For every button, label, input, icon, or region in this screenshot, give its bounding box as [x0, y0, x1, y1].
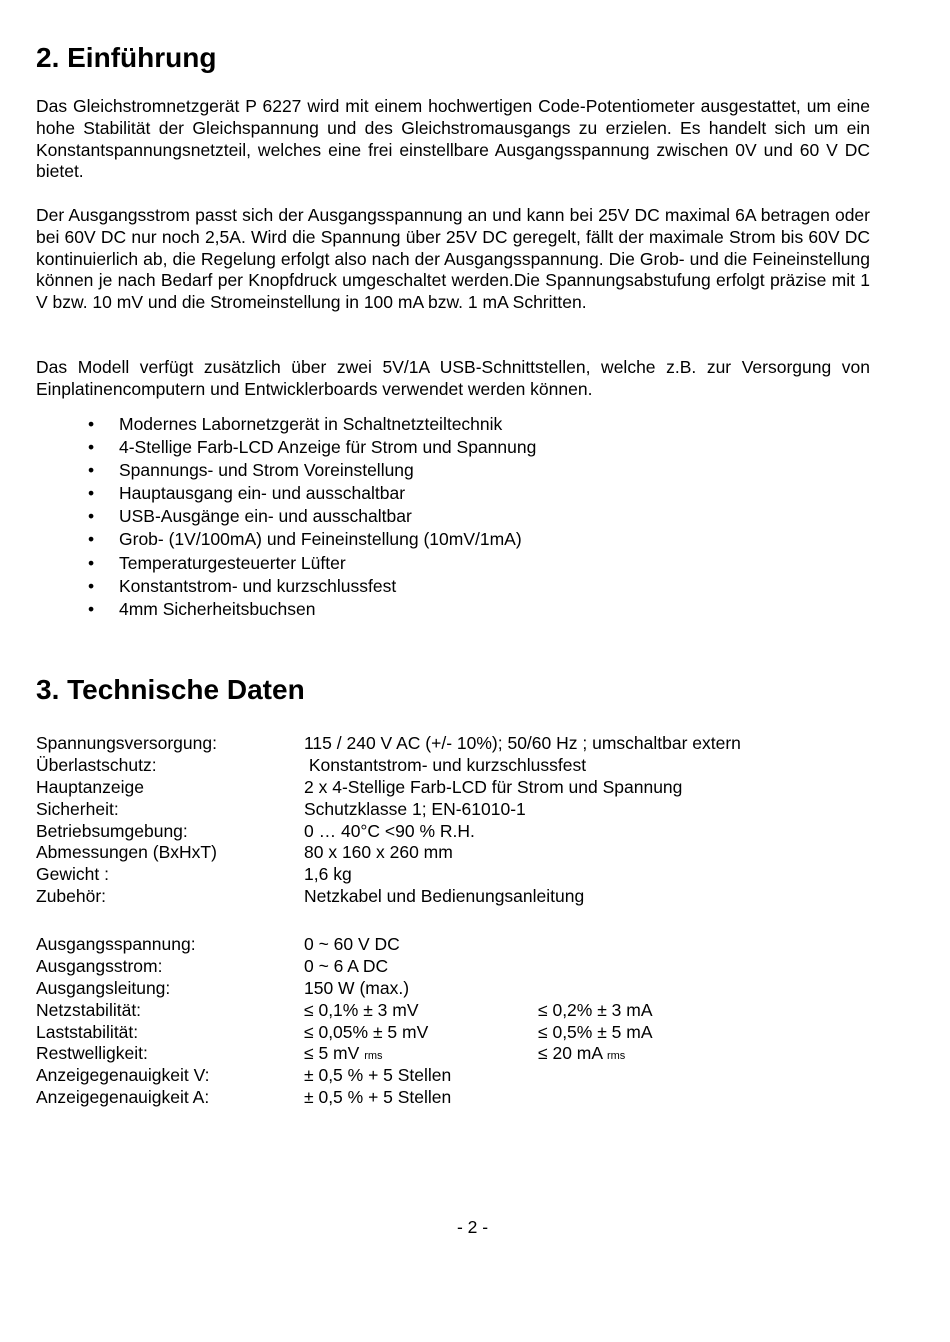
- spec-label: Spannungsversorgung:: [36, 733, 217, 753]
- section-heading-introduction: 2. Einführung: [36, 42, 217, 73]
- spec-value-text: ≤ 5 mV: [304, 1043, 360, 1064]
- bullet-icon: •: [88, 506, 95, 527]
- spec-label: Abmessungen (BxHxT): [36, 842, 217, 863]
- bullet-icon: •: [88, 483, 95, 504]
- spec-value: 0 … 40°C <90 % R.H.: [304, 820, 475, 841]
- feature-text: USB-Ausgänge ein- und ausschaltbar: [119, 506, 412, 527]
- feature-text: Hauptausgang ein- und ausschaltbar: [119, 483, 406, 504]
- spec-value: [304, 934, 400, 956]
- spec-label: Ausgangsspannung:: [36, 934, 196, 954]
- spec-value: 115 / 240 V AC (+/- 10%); 50/60 Hz ; umschaltbar extern: [304, 733, 741, 753]
- intro-paragraph-1: Das Gleichstromnetzgerät P 6227 wird mit einem hochwertigen Code-Potentiometer ausgestattet, um eine hohe Stabilität der Gleichspannung und des Gleichstromausgangs zu erzielen. Es handelt sich um ein Konstantspannungsnetzteil, welches eine frei einstellbare Ausgangsspannung zwischen 0V und 60 V DC bietet.: [36, 96, 870, 182]
- bullet-icon: •: [88, 460, 95, 481]
- spec-label: Anzeigegenauigkeit V:: [36, 1065, 210, 1086]
- spec-value: Konstantstrom- und kurzschlussfest: [304, 754, 587, 775]
- spec-value: ± 0,5 % + 5 Stellen: [304, 1065, 452, 1086]
- spec-value-voltage: ≤ 0,05% ± 5 mV: [304, 1021, 429, 1042]
- spec-value-text: 150 W (max.): [304, 977, 410, 998]
- spec-value-text: 0 ~ 60 V DC: [304, 934, 400, 954]
- unit-subscript: rms: [364, 1050, 383, 1063]
- spec-value: 2 x 4-Stellige Farb-LCD für Strom und Spannung: [304, 776, 683, 797]
- page-number: - 2 -: [456, 1217, 489, 1237]
- intro-paragraph-3: Das Modell verfügt zusätzlich über zwei 5V/1A USB-Schnittstellen, welche z.B. zur Versorgung von Einplatinencomputern und Entwicklerboards verwendet werden können.: [36, 357, 870, 399]
- intro-paragraph-2: Der Ausgangsstrom passt sich der Ausgangsspannung an und kann bei 25V DC maximal 6A betragen oder bei 60V DC nur noch 2,5A. Wird die Spannung über 25V DC geregelt, fällt der maximale Strom bis 60V DC kontinuierlich ab, die Regelung erfolgt also nach der Ausgangsspannung. Die Grob- und die Feineinstellung können je nach Bedarf per Knopfdruck umgeschaltet werden.Die Spannungsabstufung erfolgt präzise mit 1 V bzw. 10 mV und die Stromeinstellung in 100 mA bzw. 1 mA Schritten.: [36, 205, 870, 313]
- bullet-icon: •: [88, 529, 95, 550]
- spec-value: [304, 956, 388, 978]
- spec-value-text: ≤ 20 mA: [538, 1043, 603, 1064]
- spec-value: [304, 978, 409, 1000]
- feature-text: 4-Stellige Farb-LCD Anzeige für Strom und Spannung: [119, 437, 537, 458]
- spec-value-text: 0 ~ 6 A DC: [304, 955, 389, 976]
- spec-label: Hauptanzeige: [36, 776, 144, 797]
- spec-value: Netzkabel und Bedienungsanleitung: [304, 886, 585, 907]
- spec-value-current: ≤ 0,5% ± 5 mA: [538, 1021, 653, 1042]
- feature-text: Modernes Labornetzgerät in Schaltnetzteiltechnik: [119, 414, 503, 434]
- bullet-icon: •: [88, 414, 95, 434]
- bullet-icon: •: [88, 552, 95, 573]
- spec-label: Ausgangsleitung:: [36, 977, 171, 998]
- spec-label: Überlastschutz:: [36, 754, 157, 775]
- spec-value-voltage: ≤ 0,1% ± 3 mV: [304, 999, 419, 1020]
- feature-text: Konstantstrom- und kurzschlussfest: [119, 575, 397, 596]
- feature-text: Spannungs- und Strom Voreinstellung: [119, 460, 414, 481]
- bullet-icon: •: [88, 437, 95, 458]
- spec-label: Gewicht :: [36, 864, 109, 885]
- spec-value: ± 0,5 % + 5 Stellen: [304, 1087, 452, 1108]
- bullet-icon: •: [88, 598, 95, 619]
- spec-value: 1,6 kg: [304, 864, 352, 885]
- spec-value-current: ≤ 0,2% ± 3 mA: [538, 999, 653, 1020]
- spec-label: Sicherheit:: [36, 798, 119, 819]
- section-heading-technical-data: 3. Technische Daten: [36, 674, 305, 705]
- feature-text: Grob- (1V/100mA) und Feineinstellung (10mV/1mA): [119, 529, 522, 550]
- unit-subscript: rms: [606, 1050, 626, 1063]
- spec-label: Netzstabilität:: [36, 999, 142, 1020]
- spec-value: Schutzklasse 1; EN-61010-1: [304, 798, 526, 819]
- spec-label: Betriebsumgebung:: [36, 820, 188, 841]
- feature-text: Temperaturgesteuerter Lüfter: [119, 552, 346, 573]
- spec-label: Restwelligkeit:: [36, 1043, 148, 1064]
- spec-label: Zubehör:: [36, 886, 107, 907]
- spec-label: Ausgangsstrom:: [36, 955, 163, 976]
- spec-label: Anzeigegenauigkeit A:: [36, 1087, 210, 1108]
- spec-value-current: [538, 1043, 625, 1068]
- spec-value: 80 x 160 x 260 mm: [304, 842, 453, 863]
- spec-label: Laststabilität:: [36, 1021, 139, 1042]
- bullet-icon: •: [88, 575, 95, 596]
- feature-text: 4mm Sicherheitsbuchsen: [119, 598, 316, 619]
